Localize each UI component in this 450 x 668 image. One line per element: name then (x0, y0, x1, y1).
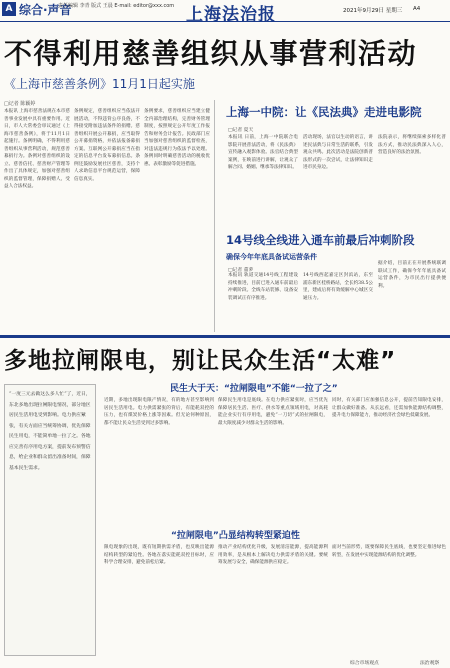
headline: 不得利用慈善组织从事营利活动 (4, 37, 418, 70)
column-divider (214, 100, 215, 332)
issue-date: 2021年9月29日 星期三 (343, 8, 403, 14)
byline: □记者 夏天 (228, 128, 254, 133)
article-column: 同时，有关部门应加强信息公开，提前告知限电安排，让群众做好准备。从长远看，还需加快能源结构调整，提升电力保障能力，推动经济社会绿色低碳发展。 (332, 398, 446, 418)
article-column: 据介绍，目前正在开展系统联调联试工作，确保今年年底具备试运营条件，为市民出行提供便利。 (378, 261, 446, 289)
headline: 多地拉闸限电，别让民众生活“太难” (4, 348, 397, 374)
article-column: 本报讯 轨道交通14号线工程建设持续推进，目前已进入通车前最后冲刺阶段。全线车站装修、设备安装调试正有序推进。 (228, 273, 298, 301)
subheadline: 《上海市慈善条例》11月1日起实施 (4, 77, 195, 91)
article-subtitle: 确保今年年底具备试运营条件 (226, 253, 317, 261)
article-column: 14号线西起嘉定区封浜站，东至浦东新区桂桥路站，全长约38.5公里，建成后将有效缓解中心城区交通压力。 (303, 273, 373, 301)
article-column: 条例规定，慈善组织应当依法开展活动，不得违背公序良俗，不得接受附加违法条件的捐赠。慈善组织开展公开募捐，应当取得公开募捐资格，并依法报备募捐方案。互联网公开募捐应当在指定的信息平台发布募捐信息。条例还鼓励发展社区慈善，支持个人求助信息平台规范运营，保障信息真实。 (74, 109, 140, 182)
editor-line: 责任编辑 李青 版式 王晨 E-mail: editor@xxx.com (58, 3, 175, 9)
article-title: 上海一中院：让《民法典》走进电影院 (226, 105, 422, 119)
footer-label: 综合市场观点 (350, 661, 379, 666)
article-column: 活动现场，法官以生动的语言，讲述民法典与日常生活的联系，引发观众共鸣。此次活动是法院创新普法形式的一次尝试，让法律知识走进市民身边。 (303, 135, 373, 170)
article-title: 14号线全线进入通车前最后冲刺阶段 (226, 233, 415, 247)
section-divider (0, 335, 450, 338)
article-column: 本报讯 日前，上海一中院联合电影院开展普法活动，将《民法典》宣传融入观影体验。法官结合典型案例，在映前进行讲解，让观众了解合同、婚姻、继承等法律知识。 (228, 135, 298, 170)
section-subhead: “拉闸限电”凸显结构转型紧迫性 (171, 531, 300, 541)
article-column: 条例要求，慈善组织应当建立健全内部治理结构，完善财务管理制度，按照规定公开年度工作报告和财务会计报告。民政部门应当加强对慈善组织的监督检查，对违法违规行为依法予以处理。条例同时明确慈善活动的税收优惠、表彰激励等促进措施。 (144, 109, 210, 167)
byline: □记者 董萝 (228, 268, 254, 273)
article-column: 保障民生用电是底线。在电力供应紧张时，应当优先保障居民生活、医疗、供水等重点领域用电，对高耗能企业实行有序用电，避免“一刀切”式的拉闸限电，最大限度减少对群众生活的影响。 (218, 398, 328, 426)
footer-label: 法治观察 (420, 661, 440, 666)
article-column: 近期，多地出现限电限产情况，有的地方甚至影响到居民生活用电。电力供需紧张的背后，有能耗双控的压力，也有煤炭价格上涨等因素。但无论何种原因，都不能让民众生活受到过多影响。 (104, 398, 214, 426)
page-number: A4 (413, 6, 421, 12)
byline: □记者 陈颖婷 (4, 101, 36, 107)
article-column: 法院表示，将继续探索多样化普法方式，推动民法典深入人心，营造良好的法治氛围。 (378, 135, 446, 155)
newspaper-logo: 上海法治报 (186, 5, 276, 25)
article-column: 面对当前形势，既要保障民生底线，也要坚定推进绿色转型，在发展中实现能源结构的优化调整。 (332, 545, 446, 558)
article-deck: 民生大于天：“拉闸限电”不能“一拉了之” (170, 384, 338, 394)
section-name: 综合·声音 (19, 3, 72, 17)
comment-text: “一度三元去做这么多人忙”了，近日，东北多地出现拉闸限电情况，部分地区居民生活用电受到影响。电力供应紧张，有关方面应当统筹协调，优先保障民生用电，不能简单地一拉了之。各地应完善有序用电方案，提前发布预警信息，给企业和群众留出准备时间，保障基本民生需求。 (9, 392, 91, 471)
section-mark: A (2, 2, 16, 16)
article-column: 推动产业结构优化升级，发展清洁能源，提高能源利用效率，是从根本上解决电力供需矛盾的关键。要统筹发展与安全，确保能源供应稳定。 (218, 545, 328, 565)
article-column: 限电现象的出现，既有短期供需矛盾，也反映出能源结构转型的紧迫性。各地在落实能耗双控目标时，应科学合理安排，避免前松后紧。 (104, 545, 214, 565)
article-column: 本报讯 上海市慈善法规在本市慈善事业发展中具有重要作用。近日，市人大常委会审议通过《上海市慈善条例》，将于11月1日起施行。条例明确，不得利用慈善组织从事营利活动，规范慈善募捐行为。条例对慈善组织的设立、慈善信托、慈善财产管理等作出了具体规定，加强对慈善组织的监督管理，保障捐赠人、受益人合法权益。 (4, 109, 70, 189)
